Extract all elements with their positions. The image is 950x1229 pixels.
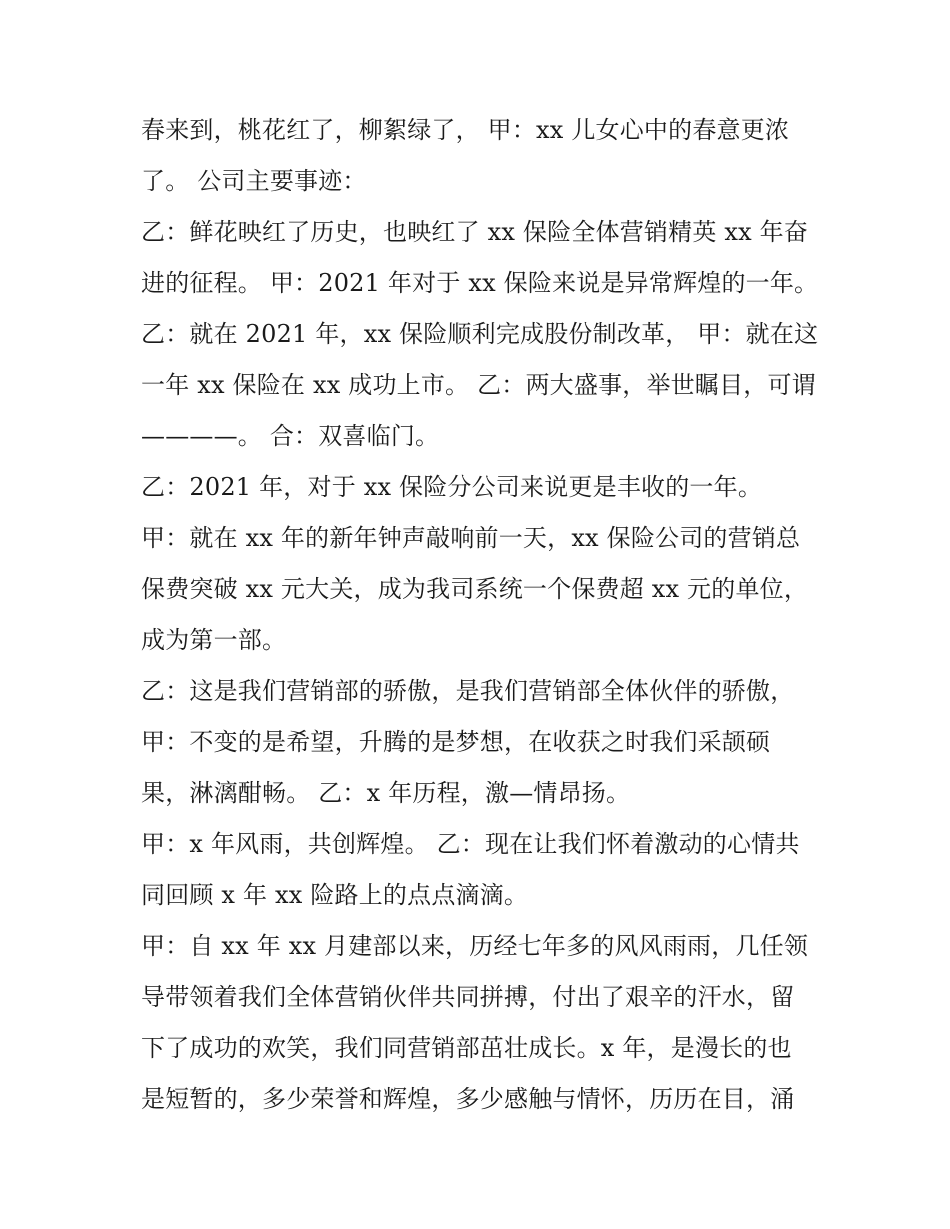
text-line: 一年 xx 保险在 xx 成功上市。 乙：两大盛事，举世瞩目，可谓 (141, 371, 816, 399)
text-line: 同回顾 x 年 xx 险路上的点点滴滴。 (141, 881, 529, 909)
text-line: 乙：这是我们营销部的骄傲，是我们营销部全体伙伴的骄傲， (141, 677, 795, 705)
text-line: 甲：自 xx 年 xx 月建部以来，历经七年多的风风雨雨，几任领 (141, 932, 809, 960)
text-line: 成为第一部。 (141, 626, 287, 654)
text-line: 乙：就在 2021 年，xx 保险顺利完成股份制改革， 甲：就在这 (141, 320, 819, 348)
text-line: 甲：不变的是希望，升腾的是梦想，在收获之时我们采颉硕 (141, 728, 771, 756)
text-line: 是短暂的，多少荣誉和辉煌，多少感触与情怀，历历在目，涌 (141, 1085, 795, 1113)
text-line: 甲：就在 xx 年的新年钟声敲响前一天，xx 保险公司的营销总 (141, 524, 801, 552)
text-line: 进的征程。 甲：2021 年对于 xx 保险来说是异常辉煌的一年。 (141, 269, 819, 297)
text-line: 甲：x 年风雨，共创辉煌。 乙：现在让我们怀着激动的心情共 (141, 830, 800, 858)
text-line: 乙：鲜花映红了历史，也映红了 xx 保险全体营销精英 xx 年奋 (141, 218, 809, 246)
text-line: 果，淋漓酣畅。 乙：x 年历程，激—情昂扬。 (141, 779, 631, 807)
text-line: 导带领着我们全体营销伙伴共同拼搏，付出了艰辛的汗水，留 (141, 983, 795, 1011)
text-line: 下了成功的欢笑，我们同营销部茁壮成长。x 年，是漫长的也 (141, 1034, 792, 1062)
document-body (141, 105, 821, 1125)
text-line: 保费突破 xx 元大关，成为我司系统一个保费超 xx 元的单位， (141, 575, 809, 603)
text-line: ————。 合：双喜临门。 (141, 422, 440, 450)
text-line: 了。 公司主要事迹： (141, 167, 367, 195)
text-line: 乙：2021 年，对于 xx 保险分公司来说更是丰收的一年。 (141, 473, 763, 501)
text-line: 春来到，桃花红了，柳絮绿了， 甲：xx 儿女心中的春意更浓 (141, 116, 790, 144)
